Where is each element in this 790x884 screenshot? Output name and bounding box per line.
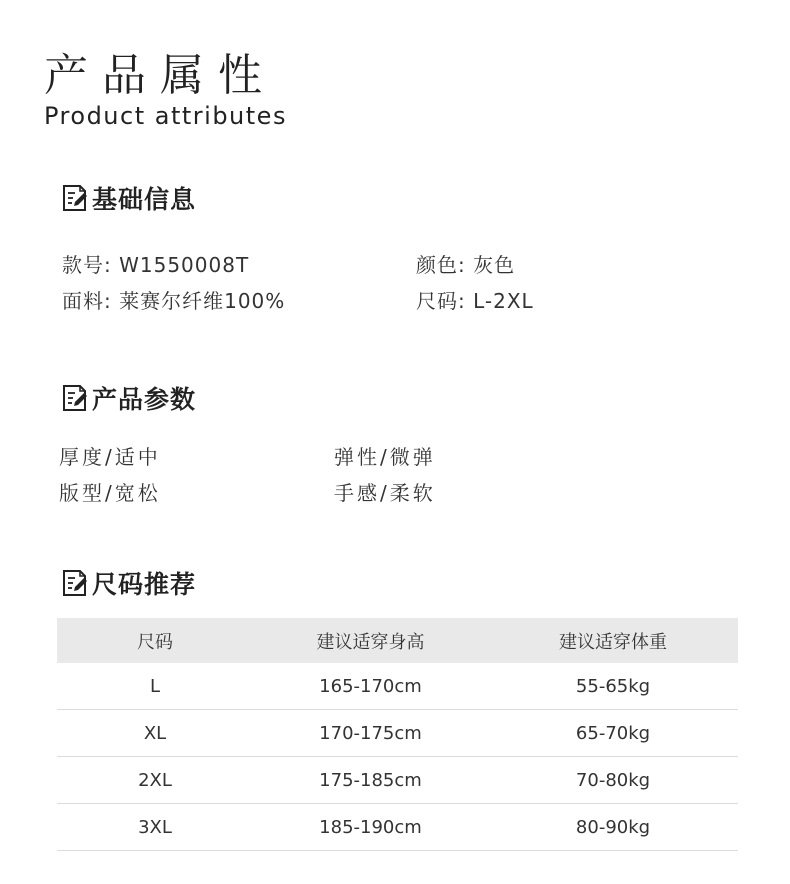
page-title: 产品属性 (44, 50, 276, 101)
height-cell: 185-190cm (253, 804, 488, 851)
weight-cell: 80-90kg (488, 804, 738, 851)
section-basic-info-title: 基础信息 (92, 185, 197, 214)
header-weight: 建议适穿体重 (488, 618, 738, 663)
feel-attr: 手感/柔软 (334, 481, 436, 505)
table-row (57, 757, 738, 804)
elasticity-attr: 弹性/微弹 (334, 445, 436, 469)
weight-cell: 55-65kg (488, 663, 738, 710)
thickness-attr: 厚度/适中 (59, 445, 161, 469)
edit-document-icon (60, 183, 90, 213)
section-params-title: 产品参数 (92, 385, 197, 414)
weight-cell: 70-80kg (488, 757, 738, 804)
page-subtitle: Product attributes (44, 102, 287, 130)
table-header-row (57, 618, 738, 663)
edit-document-icon (60, 568, 90, 598)
size-range-value: 尺码: L-2XL (416, 289, 534, 313)
size-cell: L (57, 663, 253, 710)
size-cell: 2XL (57, 757, 253, 804)
section-size-guide-title: 尺码推荐 (92, 570, 197, 599)
size-cell: 3XL (57, 804, 253, 851)
style-number: 款号: W1550008T (62, 253, 250, 277)
size-cell: XL (57, 710, 253, 757)
section-basic-info-header (60, 181, 196, 215)
header-height: 建议适穿身高 (253, 618, 488, 663)
section-params-header (60, 381, 196, 415)
height-cell: 165-170cm (253, 663, 488, 710)
fabric-value: 面料: 莱赛尔纤维100% (62, 289, 286, 313)
table-row (57, 663, 738, 710)
size-table (57, 618, 738, 851)
height-cell: 175-185cm (253, 757, 488, 804)
section-size-guide-header (60, 566, 196, 600)
weight-cell: 65-70kg (488, 710, 738, 757)
table-row (57, 710, 738, 757)
header-size: 尺码 (57, 618, 253, 663)
height-cell: 170-175cm (253, 710, 488, 757)
color-value: 颜色: 灰色 (416, 253, 516, 277)
table-row (57, 804, 738, 851)
fit-attr: 版型/宽松 (59, 481, 161, 505)
edit-document-icon (60, 383, 90, 413)
